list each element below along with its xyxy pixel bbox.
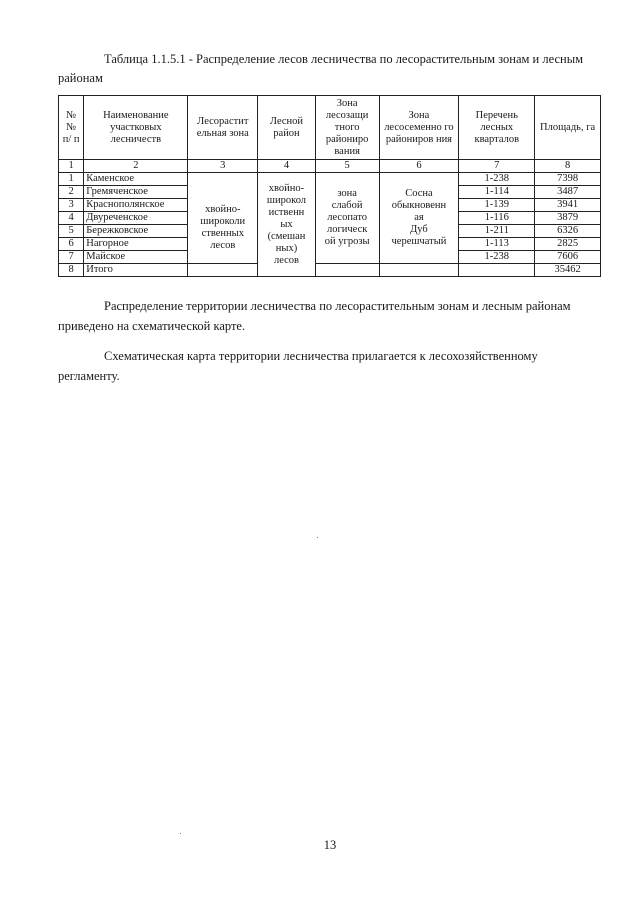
total-empty-cell <box>315 264 379 277</box>
row-area: 3879 <box>535 212 601 225</box>
row-area: 7398 <box>535 173 601 186</box>
table-row <box>59 173 601 186</box>
region-line: хвойно- <box>268 182 305 194</box>
protection-line: лесопато <box>327 212 368 223</box>
table-header-row <box>59 96 601 160</box>
seed-line: обыкновенн <box>391 200 447 211</box>
column-number: 1 <box>59 160 84 173</box>
header-region: Лесной район <box>258 96 316 160</box>
row-area: 6326 <box>535 225 601 238</box>
scan-speck <box>180 833 181 834</box>
header-num: № № п/ п <box>59 96 84 160</box>
row-area: 2825 <box>535 238 601 251</box>
row-name: Нагорное <box>84 238 188 251</box>
zone-line: ственных <box>201 228 244 239</box>
row-name: Двуреченское <box>84 212 188 225</box>
total-empty-cell <box>379 264 459 277</box>
column-number: 2 <box>84 160 188 173</box>
paragraph-1-line-2: приведено на схематической карте. <box>58 319 246 333</box>
row-quarters: 1-116 <box>459 212 535 225</box>
column-number: 7 <box>459 160 535 173</box>
protection-line: ой угрозы <box>324 236 370 247</box>
row-area: 7606 <box>535 251 601 264</box>
row-num: 3 <box>59 199 84 212</box>
page-number: 13 <box>323 838 337 852</box>
region-line: иственн <box>268 206 305 218</box>
header-name: Наименование участковых лесничеств <box>84 96 188 160</box>
region-line: ых <box>280 218 293 230</box>
forest-distribution-table <box>58 95 601 277</box>
paragraph-1-line-1: Распределение территории лесничества по лесорастительным зонам и лесным районам <box>104 299 571 313</box>
caption-line-2: районам <box>58 71 103 85</box>
header-seed: Зона лесосеменно го райониров ния <box>379 96 459 160</box>
header-zone: Лесорастит ельная зона <box>188 96 258 160</box>
zone-line: лесов <box>210 240 236 251</box>
row-name: Каменское <box>84 173 188 186</box>
table-total-row <box>59 264 601 277</box>
header-protection: Зона лесозащи тного райониро вания <box>315 96 379 160</box>
paragraph-2-line-1: Схематическая карта территории лесничества прилагается к лесохозяйственному <box>104 349 538 363</box>
seed-line: ая <box>414 212 424 223</box>
row-quarters: 1-238 <box>459 251 535 264</box>
region-line: (смешан <box>267 230 306 242</box>
total-area: 35462 <box>535 264 601 277</box>
row-num: 7 <box>59 251 84 264</box>
merged-zone-cell <box>188 173 258 264</box>
total-empty-cell <box>188 264 258 277</box>
row-num: 5 <box>59 225 84 238</box>
row-num: 6 <box>59 238 84 251</box>
row-num: 4 <box>59 212 84 225</box>
zone-line: широколи <box>200 216 246 227</box>
row-area: 3941 <box>535 199 601 212</box>
table-caption <box>58 50 606 88</box>
row-name: Гремяченское <box>84 186 188 199</box>
paragraph-map <box>58 346 606 386</box>
region-line: ных) <box>275 242 298 254</box>
region-line: лесов <box>273 254 299 266</box>
row-name: Майское <box>84 251 188 264</box>
total-label: Итого <box>84 264 188 277</box>
merged-protection-cell <box>315 173 379 264</box>
merged-region-cell <box>258 173 316 277</box>
row-num: 1 <box>59 173 84 186</box>
row-quarters: 1-114 <box>459 186 535 199</box>
seed-line: Сосна <box>405 188 433 199</box>
row-name: Краснополянское <box>84 199 188 212</box>
column-number: 6 <box>379 160 459 173</box>
total-num: 8 <box>59 264 84 277</box>
column-number: 3 <box>188 160 258 173</box>
zone-line: хвойно- <box>205 204 241 215</box>
column-number: 4 <box>258 160 316 173</box>
seed-line: Дуб <box>410 224 428 235</box>
caption-line-1: Таблица 1.1.5.1 - Распределение лесов лесничества по лесорастительным зонам и лесным <box>104 52 584 66</box>
paragraph-distribution <box>58 296 606 336</box>
header-area: Площадь, га <box>535 96 601 160</box>
scan-speck <box>317 537 318 538</box>
seed-line: черешчатый <box>391 236 447 247</box>
column-number: 8 <box>535 160 601 173</box>
column-number: 5 <box>315 160 379 173</box>
row-name: Бережковское <box>84 225 188 238</box>
protection-line: зона <box>337 188 357 199</box>
region-line: широкол <box>266 194 307 206</box>
protection-line: логическ <box>326 224 368 235</box>
row-area: 3487 <box>535 186 601 199</box>
header-quarters: Перечень лесных кварталов <box>459 96 535 160</box>
merged-seed-cell <box>379 173 459 264</box>
row-num: 2 <box>59 186 84 199</box>
row-quarters: 1-238 <box>459 173 535 186</box>
row-quarters: 1-139 <box>459 199 535 212</box>
protection-line: слабой <box>331 200 363 211</box>
total-empty-cell <box>459 264 535 277</box>
paragraph-2-line-2: регламенту. <box>58 369 120 383</box>
column-number-row <box>59 160 601 173</box>
row-quarters: 1-211 <box>459 225 535 238</box>
row-quarters: 1-113 <box>459 238 535 251</box>
